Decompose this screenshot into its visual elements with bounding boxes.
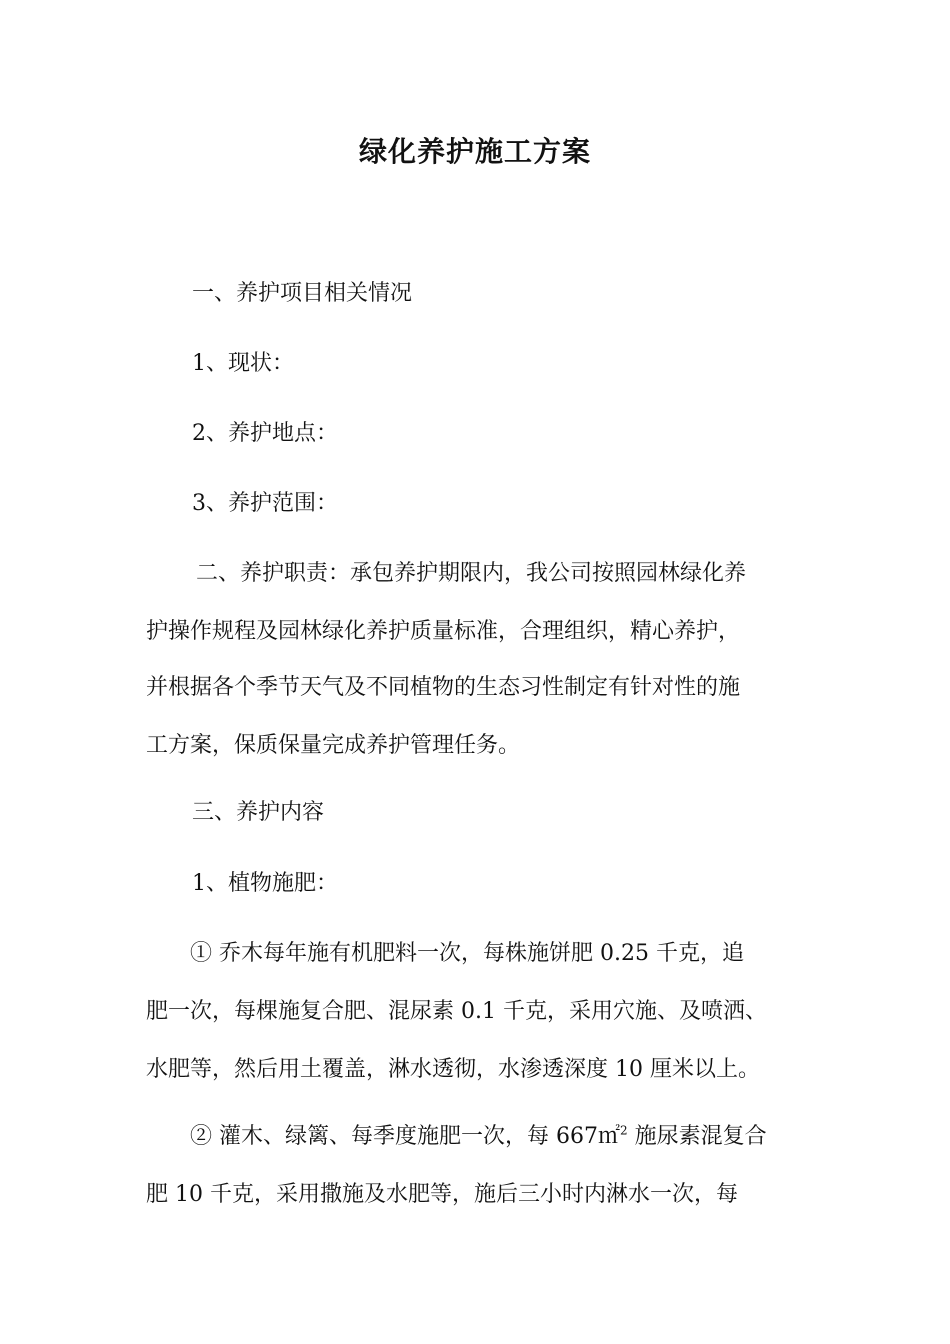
square-meter-superscript: 2 [619, 1123, 628, 1138]
paragraph-duties-line-3: 并根据各个季节天气及不同植物的生态习性制定有针对性的施 [146, 675, 741, 700]
item-fertilizing: 1、植物施肥： [192, 871, 338, 896]
paragraph-shrubs-line-2: 肥 10 千克，采用撒施及水肥等，施后三小时内淋水一次，每 [146, 1182, 738, 1207]
paragraph-shrubs-line-1-head: ② 灌木、绿篱、每季度施肥一次，每 667㎡ [190, 1124, 620, 1149]
paragraph-trees-line-1: ① 乔木每年施有机肥料一次，每株施饼肥 0.25 千克，追 [190, 941, 744, 966]
item-location: 2、养护地点： [192, 421, 338, 446]
paragraph-shrubs-line-1-tail: 施尿素混复合 [627, 1124, 767, 1149]
paragraph-duties-line-4: 工方案，保质保量完成养护管理任务。 [146, 733, 521, 758]
paragraph-trees-line-2: 肥一次，每棵施复合肥、混尿素 0.1 千克，采用穴施、及喷洒、 [146, 999, 767, 1024]
paragraph-shrubs-line-1 [190, 1122, 870, 1152]
paragraph-duties-line-1: 二、养护职责：承包养护期限内，我公司按照园林绿化养 [196, 561, 747, 586]
paragraph-trees-line-3: 水肥等，然后用土覆盖，淋水透彻，水渗透深度 10 厘米以上。 [146, 1057, 760, 1082]
item-status: 1、现状： [192, 351, 294, 376]
section-heading-3: 三、养护内容 [192, 800, 325, 825]
section-heading-1: 一、养护项目相关情况 [192, 281, 413, 306]
item-scope: 3、养护范围： [192, 491, 338, 516]
paragraph-duties-line-2: 护操作规程及园林绿化养护质量标准，合理组织，精心养护， [146, 619, 741, 644]
document-title: 绿化养护施工方案 [358, 135, 591, 168]
